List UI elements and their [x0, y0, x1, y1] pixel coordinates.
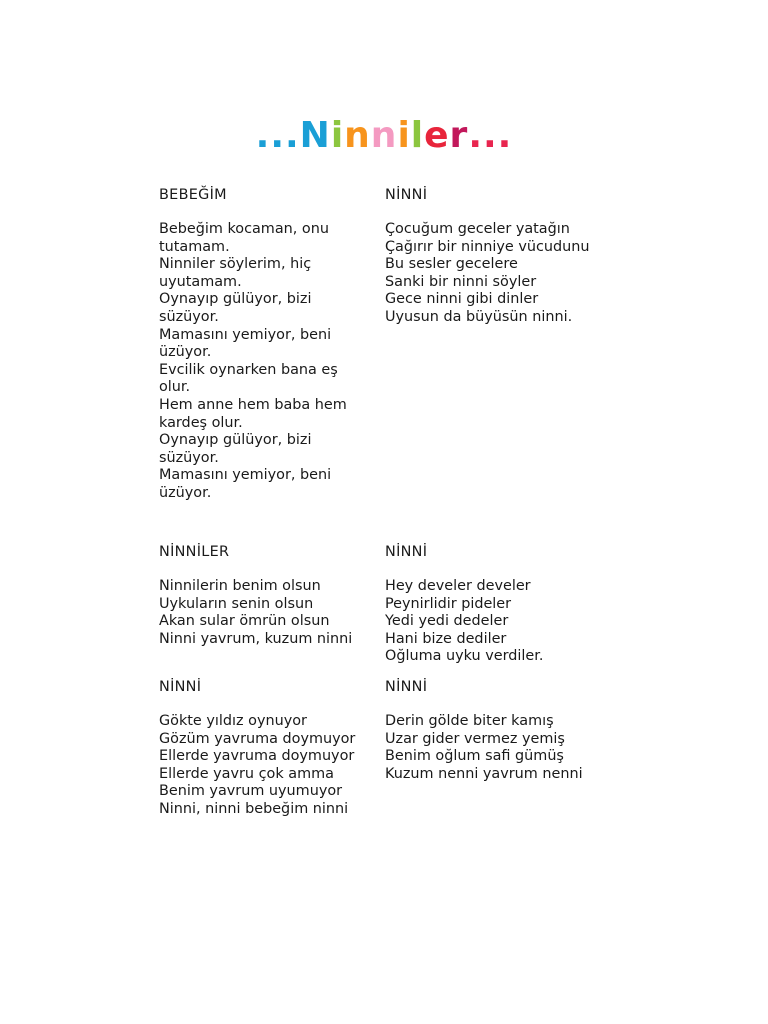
poem-line: Kuzum nenni yavrum nenni	[385, 765, 583, 782]
poem-lines	[159, 578, 374, 648]
poem-line: Akan sular ömrün olsun	[159, 613, 330, 630]
poem-line: Mamasını yemiyor, beni üzüyor.	[159, 467, 332, 501]
title-letter: N	[299, 115, 331, 157]
poem-line: Ninnilerin benim olsun	[159, 578, 321, 594]
poem-line: Mamasını yemiyor, beni üzüyor.	[159, 326, 332, 361]
poem-line: Ellerde yavru çok amma	[159, 765, 334, 782]
title-letter: e	[424, 115, 450, 157]
title-letter: i	[397, 115, 411, 157]
poem-title: NİNNİ	[385, 187, 428, 203]
title-letter: n	[344, 115, 371, 157]
title-letter: i	[330, 115, 345, 157]
poem-line: Benim yavrum uyumuyor	[159, 783, 343, 800]
poem-line: Evcilik oynarken bana eş olur.	[159, 361, 338, 396]
poem-line: Yedi yedi dedeler	[385, 613, 509, 630]
document-title	[0, 112, 768, 160]
poem-title: NİNNİ	[159, 679, 202, 695]
poem-line: Çocuğum geceler yatağın	[385, 221, 570, 237]
poem-lines	[159, 221, 369, 503]
title-letter: ...	[468, 115, 513, 157]
poem-ninni-4	[385, 678, 625, 783]
poem-ninni-3	[159, 678, 374, 819]
poem-lines	[385, 221, 625, 327]
poem-line: Uyusun da büyüsün ninni.	[385, 308, 573, 325]
poem-line: Bebeğim kocaman, onu tutamam.	[159, 221, 329, 255]
poem-line: Uykuların senin olsun	[159, 595, 314, 612]
poem-line: Derin gölde biter kamış	[385, 713, 554, 729]
poem-ninni-1	[385, 186, 625, 327]
poem-title: NİNNİ	[385, 544, 428, 560]
poem-lines	[159, 713, 374, 819]
poem-line: Ninniler söylerim, hiç uyutamam.	[159, 256, 312, 290]
title-letter: n	[370, 115, 398, 157]
poem-line: Uzar gider vermez yemiş	[385, 730, 565, 747]
poem-line: Ellerde yavruma doymuyor	[159, 748, 355, 765]
poem-lines	[385, 578, 625, 666]
poem-bebegim	[159, 186, 369, 503]
poem-line: Oynayıp gülüyor, bizi süzüyor.	[159, 432, 312, 466]
poem-line: Ninni, ninni bebeğim ninni	[159, 800, 349, 817]
poem-line: Oğluma uyku verdiler.	[385, 648, 544, 665]
poem-ninni-2	[385, 543, 625, 666]
poem-line: Sanki bir ninni söyler	[385, 273, 537, 290]
title-letter: r	[449, 115, 469, 157]
poem-title: NİNNİLER	[159, 544, 230, 560]
title-letter: l	[410, 115, 425, 157]
poem-line: Bu sesler gecelere	[385, 256, 518, 273]
poem-ninniler	[159, 543, 374, 648]
poem-line: Gözüm yavruma doymuyor	[159, 730, 356, 747]
poem-line: Benim oğlum safi gümüş	[385, 748, 564, 765]
poem-line: Hani bize dediler	[385, 630, 507, 647]
poem-line: Hem anne hem baba hem kardeş olur.	[159, 396, 347, 431]
poem-line: Oynayıp gülüyor, bizi süzüyor.	[159, 291, 312, 325]
poem-title: BEBEĞİM	[159, 187, 227, 203]
poem-lines	[385, 713, 625, 783]
poem-line: Ninni yavrum, kuzum ninni	[159, 630, 353, 647]
poem-line: Gökte yıldız oynuyor	[159, 713, 307, 729]
poem-line: Hey develer develer	[385, 578, 531, 594]
poem-line: Çağırır bir ninniye vücudunu	[385, 238, 590, 255]
poem-line: Gece ninni gibi dinler	[385, 291, 539, 308]
poem-title: NİNNİ	[385, 679, 428, 695]
title-letter: ...	[255, 115, 300, 157]
poem-line: Peynirlidir pideler	[385, 595, 512, 612]
